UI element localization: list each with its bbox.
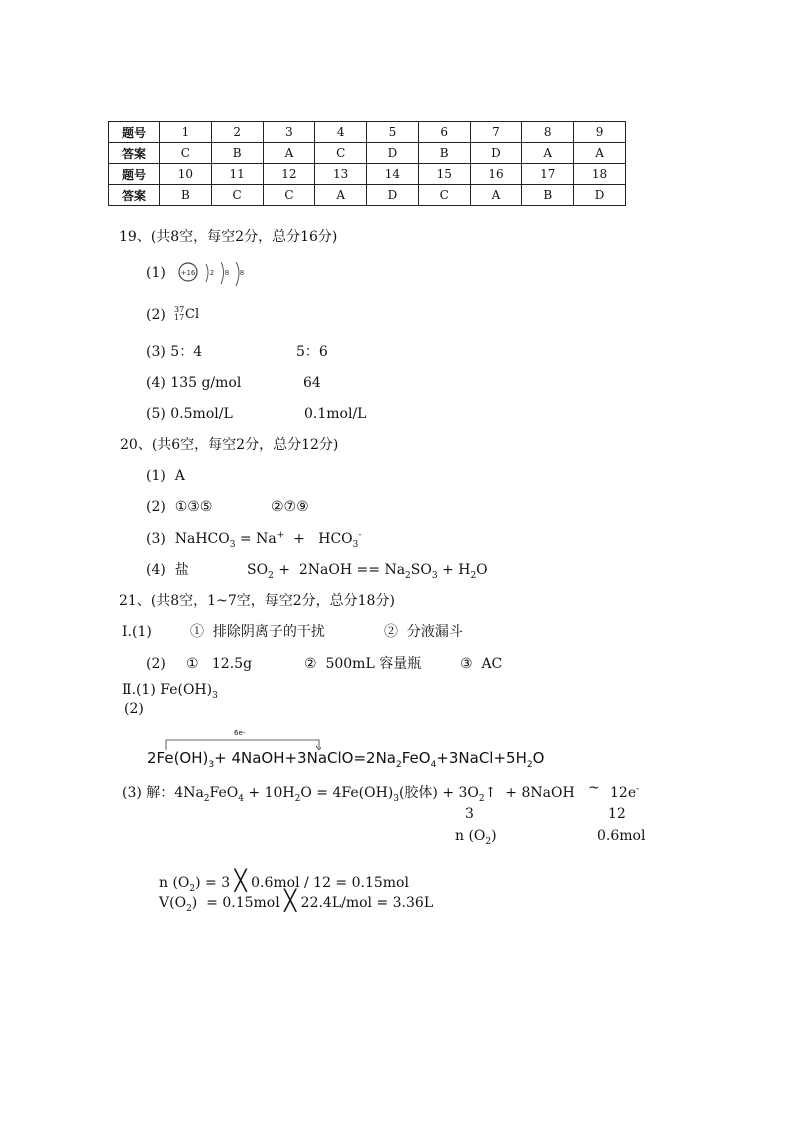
table-cell: 8: [522, 122, 574, 143]
table-cell: A: [522, 143, 574, 164]
sub: 2: [189, 883, 196, 894]
d: +3NaCl+5H: [436, 749, 527, 767]
sub: 2: [470, 570, 477, 581]
q20-title: 20、(共6空，每空2分，总分12分): [120, 437, 339, 453]
calc-n-o2: [159, 868, 409, 894]
q21-ii-part1: [122, 682, 218, 701]
table-cell: 6: [418, 122, 470, 143]
table-cell: 16: [470, 164, 522, 185]
nahco3: NaHCO: [174, 531, 230, 547]
sub: 2: [526, 760, 533, 770]
table-cell: A: [263, 143, 315, 164]
table-cell: D: [574, 185, 626, 206]
table-cell: 18: [574, 164, 626, 185]
table-cell: 1: [160, 122, 212, 143]
q19-part3-a: (3) 5：4: [146, 344, 203, 360]
sub: 3: [229, 539, 236, 550]
q21-i-part2-label: (2): [146, 656, 166, 672]
sub: 2: [485, 836, 492, 847]
table-cell: 5: [367, 122, 419, 143]
sup: -: [358, 530, 362, 541]
table-cell: 15: [418, 164, 470, 185]
mass-number: 37: [174, 305, 185, 314]
q21-i-part1-a: ① 排除阴离子的干扰: [190, 624, 325, 640]
sub: 3: [352, 539, 359, 550]
a: 2Fe(OH): [147, 749, 209, 767]
electron-count-12e: [610, 786, 639, 800]
sup: -: [636, 784, 640, 795]
lead: (3) 解：4Na: [122, 785, 204, 801]
q21-i-part2-b: ② 500mL 容量瓶: [304, 656, 422, 672]
redox-equation: [147, 749, 545, 770]
table-cell: C: [263, 185, 315, 206]
nucleus-charge-label: +16: [180, 269, 196, 277]
sub: 4: [430, 760, 437, 770]
table-cell: B: [418, 143, 470, 164]
o: O: [476, 562, 488, 578]
q19-title: 19、(共8空，每空2分，总分16分): [119, 229, 338, 245]
table-cell: B: [160, 185, 212, 206]
row-header-cell: 题号: [109, 164, 160, 185]
q20-part2-a: (2) ①③⑤: [146, 499, 213, 515]
sulfur-ion-structure-diagram: [176, 262, 246, 288]
q21-title: 21、(共8空，1~7空，每空2分，总分18分): [119, 593, 395, 609]
so3: SO: [410, 562, 432, 578]
table-cell: 2: [211, 122, 263, 143]
t3: O = 4Fe(OH): [300, 785, 394, 801]
table-cell: A: [315, 185, 367, 206]
table-cell: 13: [315, 164, 367, 185]
q21-i-part2-a: ① 12.5g: [186, 656, 253, 672]
table-cell: 11: [211, 164, 263, 185]
q19-part4-a: (4) 135 g/mol: [146, 375, 242, 391]
table-row: [109, 122, 626, 143]
n-o2: n (O: [455, 828, 486, 844]
b: ) = 3: [195, 875, 231, 891]
t5: ↑ + 8NaOH: [484, 785, 575, 801]
b: + 4NaOH+3NaClO=2Na: [214, 749, 396, 767]
table-cell: D: [367, 143, 419, 164]
c: FeO: [401, 749, 431, 767]
q20-part4-label: (4) 盐: [146, 562, 189, 578]
multiply-icon: ╳: [284, 888, 297, 912]
q20-part3: [146, 530, 362, 550]
table-cell: 17: [522, 164, 574, 185]
table-cell: A: [574, 143, 626, 164]
e: O: [532, 749, 545, 767]
sub: 2: [203, 793, 210, 804]
coefficient-12: 12: [608, 806, 626, 822]
sub: 4: [238, 793, 244, 804]
table-cell: D: [470, 143, 522, 164]
table-cell: A: [470, 185, 522, 206]
a: V(O: [159, 895, 187, 911]
sub: 3: [208, 760, 215, 770]
feoh: Ⅱ.(1) Fe(OH): [122, 682, 213, 698]
e12: 12e: [610, 785, 637, 801]
electron-transfer-label: 6e-: [234, 729, 246, 737]
mol-06: 0.6mol: [597, 828, 646, 844]
sub: 2: [186, 903, 192, 914]
table-row: [109, 143, 626, 164]
table-cell: B: [211, 143, 263, 164]
answer-table: [108, 121, 626, 206]
mid: + 2NaOH == Na: [273, 562, 406, 578]
table-row: [109, 164, 626, 185]
q21-ii-part3-equation: [122, 785, 575, 804]
t2: + 10H: [243, 785, 295, 801]
q20-part3-label: (3): [146, 531, 166, 547]
q19-part5-a: (5) 0.5mol/L: [146, 406, 233, 422]
tail: + H: [437, 562, 471, 578]
table-cell: C: [315, 143, 367, 164]
hco3: + HCO: [284, 531, 353, 547]
atomic-number: 17: [174, 313, 185, 322]
isotope-symbol: Cl: [185, 307, 200, 322]
table-cell: 12: [263, 164, 315, 185]
table-cell: C: [160, 143, 212, 164]
proportional-tilde: ~: [588, 780, 600, 796]
sub: 3: [431, 570, 438, 581]
sub: 2: [478, 793, 485, 804]
shell-count-1: 2: [209, 269, 215, 277]
q21-i-part2-c: ③ AC: [460, 656, 503, 672]
table-cell: 3: [263, 122, 315, 143]
c: 22.4L/mol = 3.36L: [300, 895, 434, 911]
q19-part4-b: 64: [303, 375, 321, 391]
so2: SO: [247, 562, 269, 578]
table-cell: B: [522, 185, 574, 206]
shell-count-3: 8: [239, 269, 245, 277]
sub: 2: [294, 793, 301, 804]
shell-arc-1: [206, 264, 208, 282]
sub: 3: [212, 690, 218, 701]
q19-part5-b: 0.1mol/L: [304, 406, 367, 422]
q21-ii-part2-label: (2): [124, 701, 144, 717]
table-cell: 7: [470, 122, 522, 143]
table-cell: D: [367, 185, 419, 206]
table-cell: C: [418, 185, 470, 206]
table-cell: 9: [574, 122, 626, 143]
table-cell: 4: [315, 122, 367, 143]
multiply-icon: ╳: [234, 868, 247, 892]
sup: +: [276, 530, 285, 541]
q20-part2-b: ②⑦⑨: [271, 499, 309, 515]
q21-i-part1-label: Ⅰ.(1): [122, 624, 152, 640]
table-row: [109, 185, 626, 206]
q19-part3-b: 5：6: [296, 344, 328, 360]
shell-arc-3: [236, 262, 239, 286]
a: n (O: [159, 875, 190, 891]
table-cell: 10: [160, 164, 212, 185]
sub: 2: [395, 760, 402, 770]
row-header-cell: 题号: [109, 122, 160, 143]
sub: 3: [393, 793, 399, 804]
end: ): [491, 828, 497, 844]
sub: 2: [268, 570, 274, 581]
table-cell: C: [211, 185, 263, 206]
c: 0.6mol / 12 = 0.15mol: [251, 875, 409, 891]
shell-arc-2: [221, 262, 224, 284]
q21-i-part1-b: ② 分液漏斗: [384, 624, 463, 640]
row-header-cell: 答案: [109, 185, 160, 206]
n-o2-label: [455, 828, 497, 847]
shell-count-2: 8: [224, 269, 230, 277]
coefficient-3: 3: [465, 806, 474, 822]
sub: 2: [405, 570, 411, 581]
b: ) = 0.15mol: [191, 895, 280, 911]
q20-part1: (1) A: [146, 468, 185, 484]
t4: (胶体) + 3O: [398, 785, 479, 801]
table-cell: 14: [367, 164, 419, 185]
q19-part2-label: (2): [146, 307, 166, 323]
calc-v-o2: [159, 888, 434, 914]
q20-part4-equation: [247, 562, 488, 581]
row-header-cell: 答案: [109, 143, 160, 164]
eq: = Na: [235, 531, 277, 547]
isotope-notation: [174, 306, 184, 322]
q19-part1-label: (1): [146, 265, 166, 281]
t1: FeO: [209, 785, 239, 801]
